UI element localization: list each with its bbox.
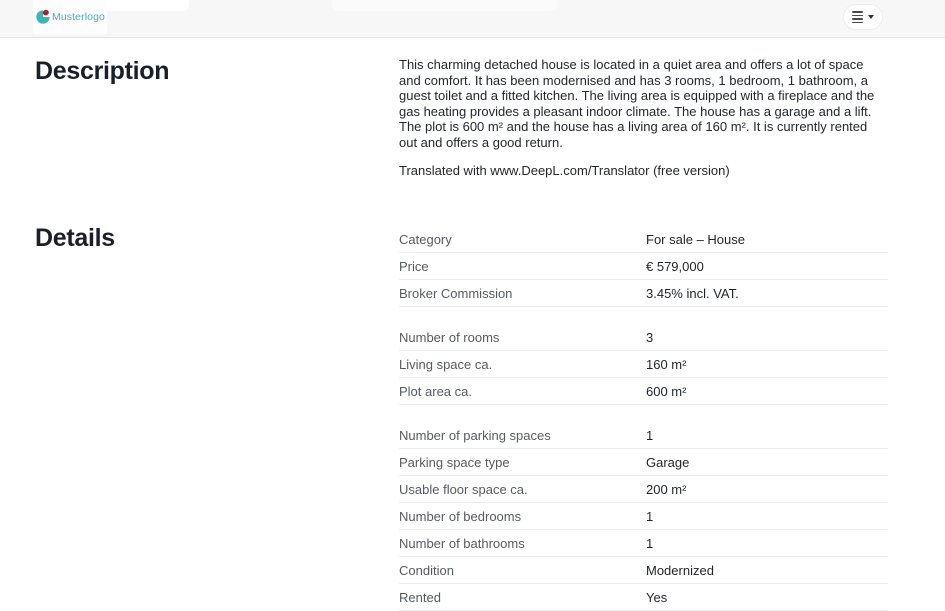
row-label: Usable floor space ca.: [399, 481, 528, 497]
details-row: [399, 351, 888, 378]
row-label: Category: [399, 231, 452, 247]
musterlogo-icon: [35, 9, 51, 25]
details-row: [399, 226, 888, 253]
row-label: Plot area ca.: [399, 383, 472, 399]
caret-down-icon: [868, 15, 874, 19]
details-row: [399, 449, 888, 476]
row-label: Condition: [399, 562, 454, 578]
menu-icon: [852, 11, 863, 23]
description-heading: Description: [35, 57, 170, 85]
details-row: [399, 324, 888, 351]
row-value: For sale – House: [646, 231, 745, 247]
row-label: Broker Commission: [399, 285, 513, 301]
details-group: [399, 324, 888, 405]
scrolled-content-remnant: [332, 0, 558, 11]
row-value: Modernized: [646, 562, 714, 578]
details-row: [399, 584, 888, 611]
details-group: [399, 226, 888, 307]
row-value: Yes: [646, 589, 668, 605]
details-section: [0, 224, 945, 611]
row-label: Number of parking spaces: [399, 427, 551, 443]
details-row: [399, 378, 888, 405]
row-label: Price: [399, 258, 429, 274]
details-row: [399, 280, 888, 307]
description-text-column: [399, 57, 888, 178]
row-label: Rented: [399, 589, 441, 605]
details-row: [399, 530, 888, 557]
row-value: 1: [646, 427, 654, 443]
row-label: Number of bedrooms: [399, 508, 522, 524]
row-value: 1: [646, 508, 654, 524]
header: [0, 0, 945, 38]
row-value: 200 m²: [646, 481, 687, 497]
row-value: Garage: [646, 454, 690, 470]
row-value: 3: [646, 329, 654, 345]
description-section: [0, 57, 945, 178]
details-heading: Details: [35, 224, 115, 253]
details-group: [399, 422, 888, 611]
details-table: [399, 226, 888, 611]
row-value: 160 m²: [646, 356, 687, 372]
row-value: € 579,000: [646, 258, 704, 274]
logo-link[interactable]: [33, 0, 107, 34]
menu-button[interactable]: [843, 4, 883, 30]
logo-text: Musterlogo: [52, 11, 105, 23]
row-label: Number of rooms: [399, 329, 500, 345]
main-content: [0, 38, 945, 611]
details-row: [399, 557, 888, 584]
row-label: Parking space type: [399, 454, 510, 470]
details-row: [399, 422, 888, 449]
description-body: This charming detached house is located in a quiet area and offers a lot of space and comfort. It has been modernised and has 3 rooms, 1 bedroom, 1 bathroom, a guest toilet and a fitted kitchen. The living area is equipped with a fireplace and the gas heating provides a pleasant indoor climate. The house has a garage and a lift. The plot is 600 m² and the house has a living area of 160 m². It is currently rented out and offers a good return.: [399, 57, 875, 150]
details-row: [399, 503, 888, 530]
row-value: 1: [646, 535, 654, 551]
details-row: [399, 476, 888, 503]
row-value: 3.45% incl. VAT.: [646, 285, 739, 301]
scrolled-content-remnant: [100, 0, 189, 11]
translator-note: Translated with www.DeepL.com/Translator (free version): [399, 162, 730, 178]
row-label: Number of bathrooms: [399, 535, 525, 551]
row-label: Living space ca.: [399, 356, 493, 372]
row-value: 600 m²: [646, 383, 687, 399]
details-row: [399, 253, 888, 280]
